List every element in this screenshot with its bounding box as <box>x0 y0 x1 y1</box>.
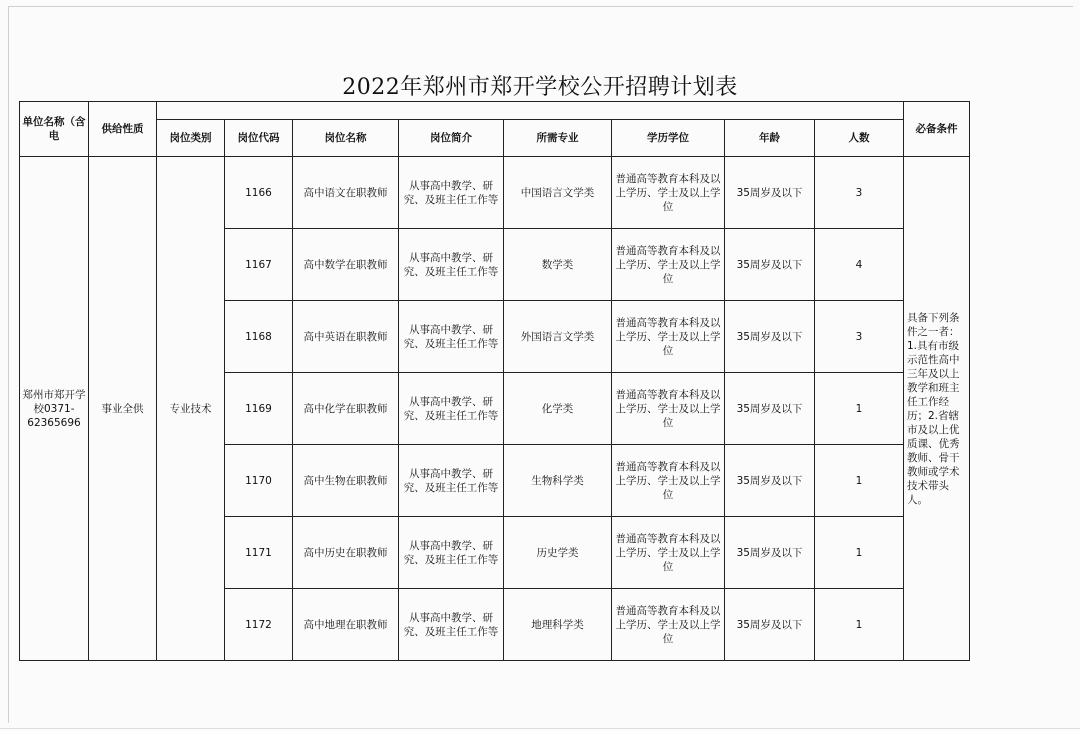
major-cell: 中国语言文学类 <box>504 157 612 229</box>
position-name-cell: 高中生物在职教师 <box>293 445 399 517</box>
code-cell: 1168 <box>225 301 293 373</box>
count-cell: 3 <box>815 157 904 229</box>
major-cell: 数学类 <box>504 229 612 301</box>
age-cell: 35周岁及以下 <box>725 229 815 301</box>
degree-cell: 普通高等教育本科及以上学历、学士及以上学位 <box>612 229 725 301</box>
degree-cell: 普通高等教育本科及以上学历、学士及以上学位 <box>612 373 725 445</box>
count-cell: 3 <box>815 301 904 373</box>
header-code: 岗位代码 <box>225 120 293 157</box>
position-name-cell: 高中地理在职教师 <box>293 589 399 661</box>
code-cell: 1169 <box>225 373 293 445</box>
requirements-cell: 具备下列条件之一者：1.具有市级示范性高中三年及以上教学和班主任工作经历；2.省辖市及以上优质课、优秀教师、骨干教师或学术技术带头人。 <box>904 157 970 661</box>
major-cell: 化学类 <box>504 373 612 445</box>
recruitment-table <box>19 101 970 661</box>
table-row <box>20 157 970 229</box>
major-cell: 历史学类 <box>504 517 612 589</box>
category-cell: 专业技术 <box>157 157 225 661</box>
header-degree: 学历学位 <box>612 120 725 157</box>
code-cell: 1171 <box>225 517 293 589</box>
code-cell: 1166 <box>225 157 293 229</box>
age-cell: 35周岁及以下 <box>725 589 815 661</box>
header-category: 岗位类别 <box>157 120 225 157</box>
header-major: 所需专业 <box>504 120 612 157</box>
header-funding: 供给性质 <box>89 102 157 157</box>
age-cell: 35周岁及以下 <box>725 517 815 589</box>
code-cell: 1172 <box>225 589 293 661</box>
intro-cell: 从事高中教学、研究、及班主任工作等 <box>399 373 504 445</box>
position-name-cell: 高中数学在职教师 <box>293 229 399 301</box>
age-cell: 35周岁及以下 <box>725 445 815 517</box>
header-unit: 单位名称（含电 <box>20 102 89 157</box>
divider <box>0 728 1080 729</box>
header-name: 岗位名称 <box>293 120 399 157</box>
header-count: 人数 <box>815 120 904 157</box>
age-cell: 35周岁及以下 <box>725 373 815 445</box>
degree-cell: 普通高等教育本科及以上学历、学士及以上学位 <box>612 589 725 661</box>
code-cell: 1167 <box>225 229 293 301</box>
degree-cell: 普通高等教育本科及以上学历、学士及以上学位 <box>612 445 725 517</box>
header-spacer <box>157 102 904 120</box>
header-requirements: 必备条件 <box>904 102 970 157</box>
count-cell: 1 <box>815 589 904 661</box>
intro-cell: 从事高中教学、研究、及班主任工作等 <box>399 589 504 661</box>
page-title: 2022年郑州市郑开学校公开招聘计划表 <box>342 75 738 100</box>
position-name-cell: 高中化学在职教师 <box>293 373 399 445</box>
count-cell: 1 <box>815 373 904 445</box>
major-cell: 生物科学类 <box>504 445 612 517</box>
degree-cell: 普通高等教育本科及以上学历、学士及以上学位 <box>612 157 725 229</box>
code-cell: 1170 <box>225 445 293 517</box>
count-cell: 1 <box>815 445 904 517</box>
major-cell: 外国语言文学类 <box>504 301 612 373</box>
intro-cell: 从事高中教学、研究、及班主任工作等 <box>399 517 504 589</box>
degree-cell: 普通高等教育本科及以上学历、学士及以上学位 <box>612 301 725 373</box>
intro-cell: 从事高中教学、研究、及班主任工作等 <box>399 157 504 229</box>
count-cell: 4 <box>815 229 904 301</box>
position-name-cell: 高中历史在职教师 <box>293 517 399 589</box>
count-cell: 1 <box>815 517 904 589</box>
intro-cell: 从事高中教学、研究、及班主任工作等 <box>399 445 504 517</box>
degree-cell: 普通高等教育本科及以上学历、学士及以上学位 <box>612 517 725 589</box>
age-cell: 35周岁及以下 <box>725 157 815 229</box>
unit-cell: 郑州市郑开学校0371-62365696 <box>20 157 89 661</box>
age-cell: 35周岁及以下 <box>725 301 815 373</box>
major-cell: 地理科学类 <box>504 589 612 661</box>
intro-cell: 从事高中教学、研究、及班主任工作等 <box>399 229 504 301</box>
funding-cell: 事业全供 <box>89 157 157 661</box>
position-name-cell: 高中英语在职教师 <box>293 301 399 373</box>
intro-cell: 从事高中教学、研究、及班主任工作等 <box>399 301 504 373</box>
header-intro: 岗位简介 <box>399 120 504 157</box>
header-age: 年龄 <box>725 120 815 157</box>
position-name-cell: 高中语文在职教师 <box>293 157 399 229</box>
